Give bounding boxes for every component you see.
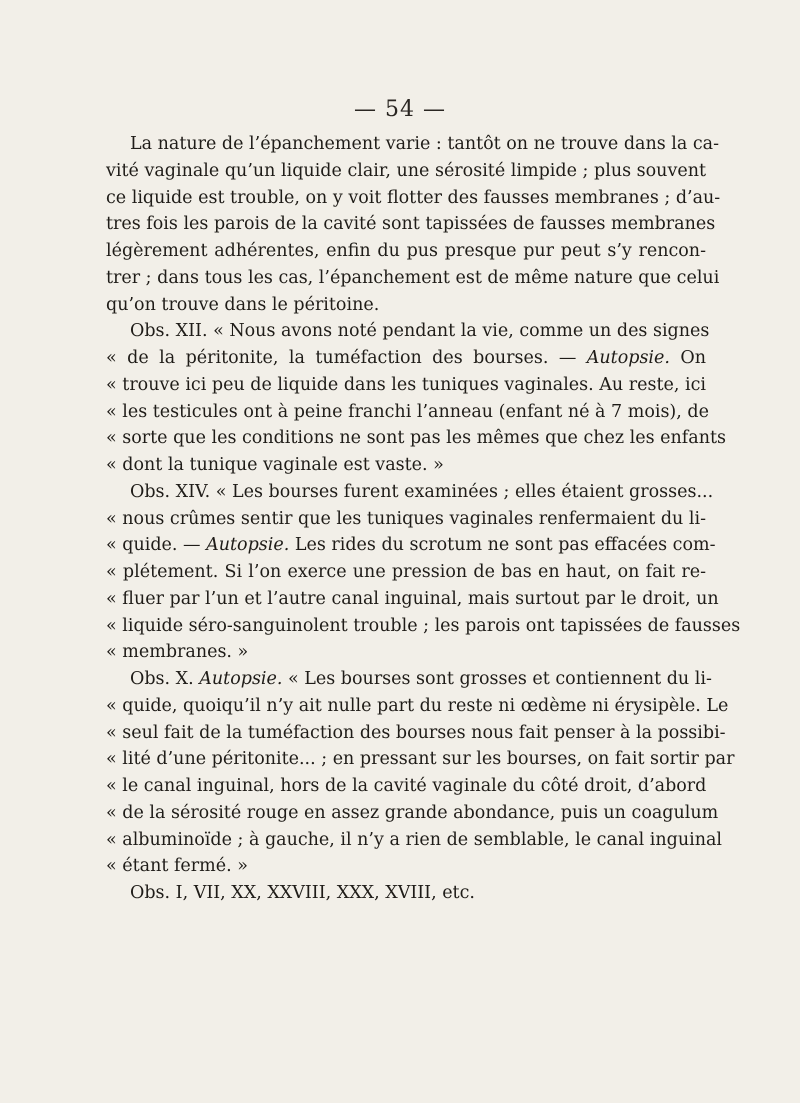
text-line: La nature de l’épanchement varie : tantôt on ne trouve dans la ca- (130, 134, 720, 154)
text-line: tres fois les parois de la cavité sont tapissées de fausses membranes (106, 214, 716, 235)
text-line: vité vaginale qu’un liquide clair, une sérosité limpide ; plus souvent (106, 160, 706, 181)
text-line: « le canal inguinal, hors de la cavité vaginale du côté droit, d’abord (106, 776, 707, 796)
text-line: « de la sérosité rouge en assez grande abondance, puis un coagulum (106, 802, 719, 823)
autopsie-italic: Autopsie. (586, 348, 670, 368)
text-line: « dont la tunique vaginale est vaste. » (106, 455, 444, 475)
text-line-fragment: « Les bourses sont grosses et contiennent du li- (282, 669, 712, 689)
text-line: « plétement. Si l’on exerce une pression de bas en haut, on fait re- (106, 562, 706, 582)
text-line: « nous crûmes sentir que les tuniques vaginales renfermaient du li- (106, 508, 706, 529)
text-line: « les testicules ont à peine franchi l’anneau (enfant né à 7 mois), de (106, 401, 709, 422)
autopsie-italic: Autopsie. (199, 669, 283, 689)
text-line: « albuminoïde ; à gauche, il n’y a rien de semblable, le canal inguinal (106, 829, 723, 850)
text-line-fragment: Obs. X. (130, 669, 194, 689)
text-line: « trouve ici peu de liquide dans les tuniques vaginales. Au reste, ici (106, 374, 706, 395)
text-line: Obs. I, VII, XX, XXVIII, XXX, XVIII, etc. (130, 883, 475, 903)
text-line: Obs. XII. « Nous avons noté pendant la vie, comme un des signes (130, 321, 710, 342)
text-line-fragment: Les rides du scrotum ne sont pas effacées com- (289, 535, 716, 556)
autopsie-italic: Autopsie. (206, 535, 290, 556)
page-number: — 54 — (354, 97, 446, 122)
text-line: « fluer par l’un et l’autre canal inguinal, mais surtout par le droit, un (106, 588, 719, 609)
text-line (106, 345, 706, 372)
text-line: « seul fait de la tuméfaction des bourses nous fait penser à la possibi- (106, 722, 726, 743)
text-line: « liquide séro-sanguinolent trouble ; les parois ont tapissées de fausses (106, 615, 741, 636)
text-line: légèrement adhérentes, enfin du pus presque pur peut s’y rencon- (106, 241, 706, 261)
text-line: « lité d’une péritonite... ; en pressant sur les bourses, on fait sortir par (106, 749, 735, 770)
text-line: « sorte que les conditions ne sont pas les mêmes que chez les enfants (106, 428, 726, 449)
text-line: qu’on trouve dans le péritoine. (106, 294, 380, 315)
text-line: « quide, quoiqu’il n’y ait nulle part du reste ni œdème ni érysipèle. Le (106, 695, 729, 716)
text-line (106, 532, 716, 559)
text-line: Obs. XIV. « Les bourses furent examinées ; elles étaient grosses... (130, 481, 714, 502)
text-line-fragment: On (669, 348, 706, 368)
text-line: trer ; dans tous les cas, l’épanchement est de même nature que celui (106, 267, 720, 288)
body-text (106, 131, 741, 907)
text-line-fragment: « quide. — (106, 535, 201, 556)
text-line: ce liquide est trouble, on y voit flotter des fausses membranes ; d’au- (106, 187, 721, 208)
text-line: « étant fermé. » (106, 856, 248, 877)
text-line-fragment: « de la péritonite, la tuméfaction des bourses. — (106, 348, 577, 368)
text-line (106, 666, 712, 693)
text-line: « membranes. » (106, 642, 249, 663)
